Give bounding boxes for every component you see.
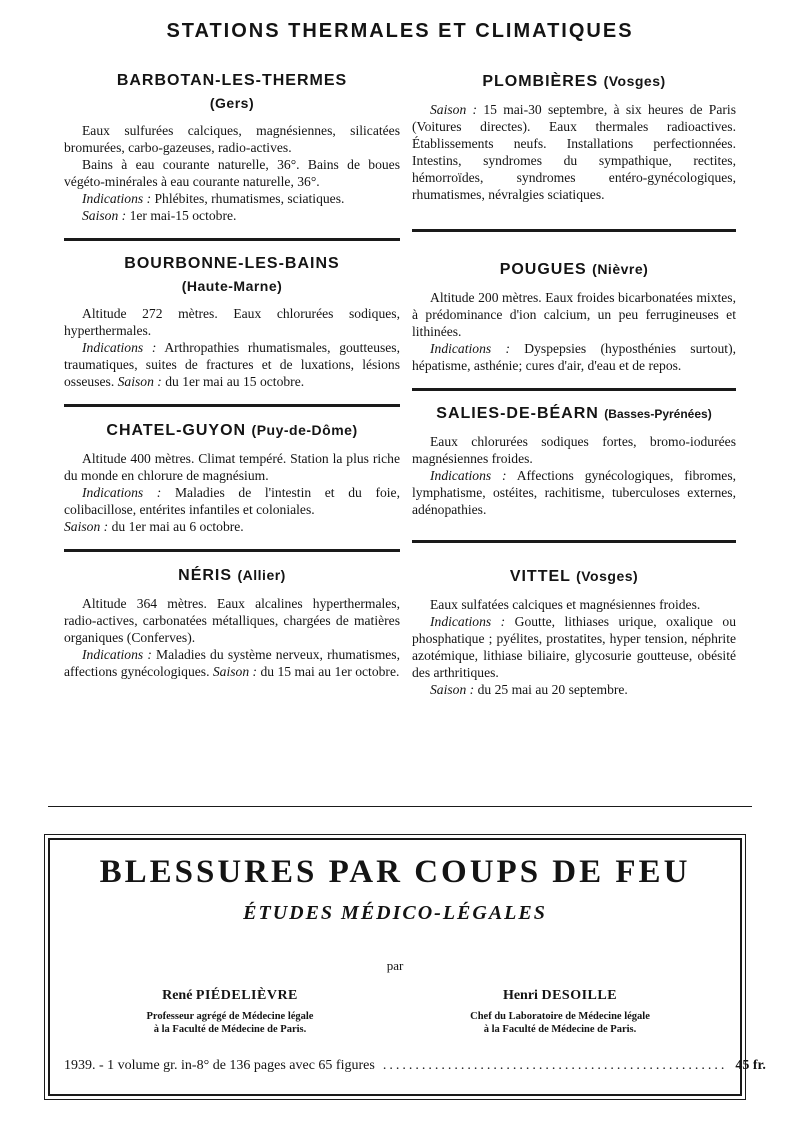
station-name: BOURBONNE-LES-BAINS [124,255,340,272]
book-advertisement [48,838,766,1096]
season-label: Saison : [430,102,478,117]
station-name: PLOMBIÈRES [482,73,599,90]
station-name: SALIES-DE-BÉARN [436,405,599,422]
author-title-line: Chef du Laboratoire de Médecine légale [470,1011,650,1022]
season-text: du 1er mai au 15 octobre. [161,374,305,389]
station-description: Altitude 272 mètres. Eaux chlorurées sodiques, hyperthermales. [64,306,400,338]
station-season [64,207,400,224]
station-name: VITTEL [509,568,571,585]
station-salies [412,403,736,518]
station-region: (Allier) [237,567,286,583]
indications-label: Indications : [430,468,507,483]
season-label: Saison : [117,374,162,389]
station-heading [412,565,736,588]
section-divider [412,388,736,391]
station-neris [64,564,400,680]
station-name: POUGUES [499,261,587,278]
station-region: (Gers) [209,95,255,111]
season-text: du 1er mai au 6 octobre. [108,519,244,534]
station-description: Eaux sulfurées calciques, magnésiennes, silicatées bromurées, carbo-gazeuses, radio-actives. [64,123,400,155]
indications-text: Arthropathies rhumatismales, goutteuses, traumatiques, suites de fractures et de luxations, lésions osseuses. [64,340,400,389]
station-region: (Vosges) [603,73,666,89]
right-column [412,70,736,698]
station-region: (Nièvre) [592,261,649,277]
station-heading [64,70,400,114]
author-first-name: Henri [502,988,538,1003]
station-plombieres [412,70,736,203]
author-last-name: PIÉDELIÈVRE [195,988,298,1003]
season-text: du 25 mai au 20 septembre. [474,682,628,697]
book-description: 1939. - 1 volume gr. in-8° de 136 pages avec 65 figures [64,1058,375,1073]
book-price: 45 fr. [735,1058,766,1073]
author-name [410,988,710,1004]
author-title [80,1010,380,1036]
author-title [410,1010,710,1036]
station-bourbonne [64,253,400,390]
station-description: Altitude 200 mètres. Eaux froides bicarbonatées mixtes, à prédominance d'ion calcium, un peu ferrugineuses et lithinées. [412,290,736,339]
station-barbotan [64,70,400,224]
indications-text: Affections gynécologiques, fibromes, lymphatisme, ostéites, rachitisme, tuberculoses externes, adénopathies. [412,468,737,517]
station-season [412,101,736,203]
station-region: (Haute-Marne) [181,278,283,294]
book-title: BLESSURES PAR COUPS DE FEU [99,854,691,890]
indications-label: Indications : [430,614,506,629]
station-description: Altitude 364 mètres. Eaux alcalines hyperthermales, radio-actives, carbonatées métalliques, chargées de matières organiques (Conferves). [64,596,400,645]
station-description: Eaux sulfatées calciques et magnésiennes froides. [430,597,701,612]
season-text: du 15 mai au 1er octobre. [257,664,400,679]
author-block [80,988,380,1036]
indications-label: Indications : [430,341,510,356]
station-heading [64,419,400,442]
by-label: par [386,958,404,973]
station-vittel [412,565,736,698]
station-pougues [412,258,736,374]
indications-text: Phlébites, rhumatismes, sciatiques. [151,191,345,206]
indications-text: Dyspepsies (hyposthénies surtout), hépatisme, asthénie; cures d'air, d'eau et de repos. [412,341,736,373]
station-heading [412,403,736,425]
section-divider [64,404,400,407]
season-label: Saison : [82,208,127,223]
left-column [64,70,400,680]
station-indications [412,340,736,374]
season-label: Saison : [64,519,109,534]
book-subtitle: ÉTUDES MÉDICO-LÉGALES [243,902,547,924]
station-heading [64,564,400,587]
section-divider [64,549,400,552]
station-region: (Vosges) [576,568,639,584]
station-indications [64,339,400,390]
station-description: Altitude 400 mètres. Climat tempéré. Station la plus riche du monde en chlorure de magnésium. [64,451,400,483]
page-divider [48,806,752,807]
station-name: NÉRIS [178,567,233,584]
author-name [80,988,380,1004]
season-label: Saison : [212,664,258,679]
author-last-name: DESOILLE [541,988,618,1003]
indications-text: Maladies de l'intestin et du foie, colibacillose, entérites infantiles et coloniales. [64,485,400,517]
author-title-line: Professeur agrégé de Médecine légale [146,1011,314,1022]
author-block [410,988,710,1036]
station-indications [64,484,400,535]
book-details [64,1058,766,1074]
indications-label: Indications : [82,340,157,355]
author-title-line: à la Faculté de Médecine de Paris. [153,1024,307,1035]
station-season [412,681,736,698]
leader-dots: ..................................................... [382,1058,728,1073]
station-indications [64,646,400,680]
season-text: 1er mai-15 octobre. [126,208,237,223]
station-indications [64,190,400,207]
station-name: CHATEL-GUYON [106,422,247,439]
station-heading [64,253,400,297]
station-heading [412,70,736,93]
station-description: Bains à eau courante naturelle, 36°. Bains de boues végéto-minérales à eau courante naturelle, 36°. [64,157,400,189]
page-title: STATIONS THERMALES ET CLIMATIQUES [166,20,634,42]
station-region: (Basses-Pyrénées) [604,407,712,421]
station-heading [412,258,736,281]
season-label: Saison : [430,682,475,697]
station-indications [412,613,736,681]
station-name: BARBOTAN-LES-THERMES [116,72,348,89]
section-divider [64,238,400,241]
indications-label: Indications : [82,647,152,662]
station-region: (Puy-de-Dôme) [251,422,358,438]
author-first-name: René [162,988,193,1003]
indications-label: Indications : [82,485,162,500]
station-description: Eaux chlorurées sodiques fortes, bromo-iodurées magnésiennes froides. [412,434,736,466]
station-chatel-guyon [64,419,400,535]
author-title-line: à la Faculté de Médecine de Paris. [483,1024,637,1035]
section-divider [412,540,736,543]
indications-text: Goutte, lithiases urique, oxalique ou phosphatique ; pyélites, prostatites, hyper tension, néphrite azotémique, lithiase biliaire, glycosurie goutteuse, obésité des arthritiques. [412,614,737,680]
section-divider [412,229,736,232]
season-text: 15 mai-30 septembre, à six heures de Paris (Voitures directes). Eaux thermales radioactives. Établissements neufs. Installations perfectionnées. Intestins, syndromes du sympathique, rectites, hémorroïdes, syndromes entéro-gynécologiques, rhumatismes, névralgies sciatiques. [412,102,736,202]
indications-label: Indications : [82,191,152,206]
indications-text: Maladies du système nerveux, rhumatismes, affections gynécologiques. [64,647,400,679]
station-indications [412,467,736,518]
